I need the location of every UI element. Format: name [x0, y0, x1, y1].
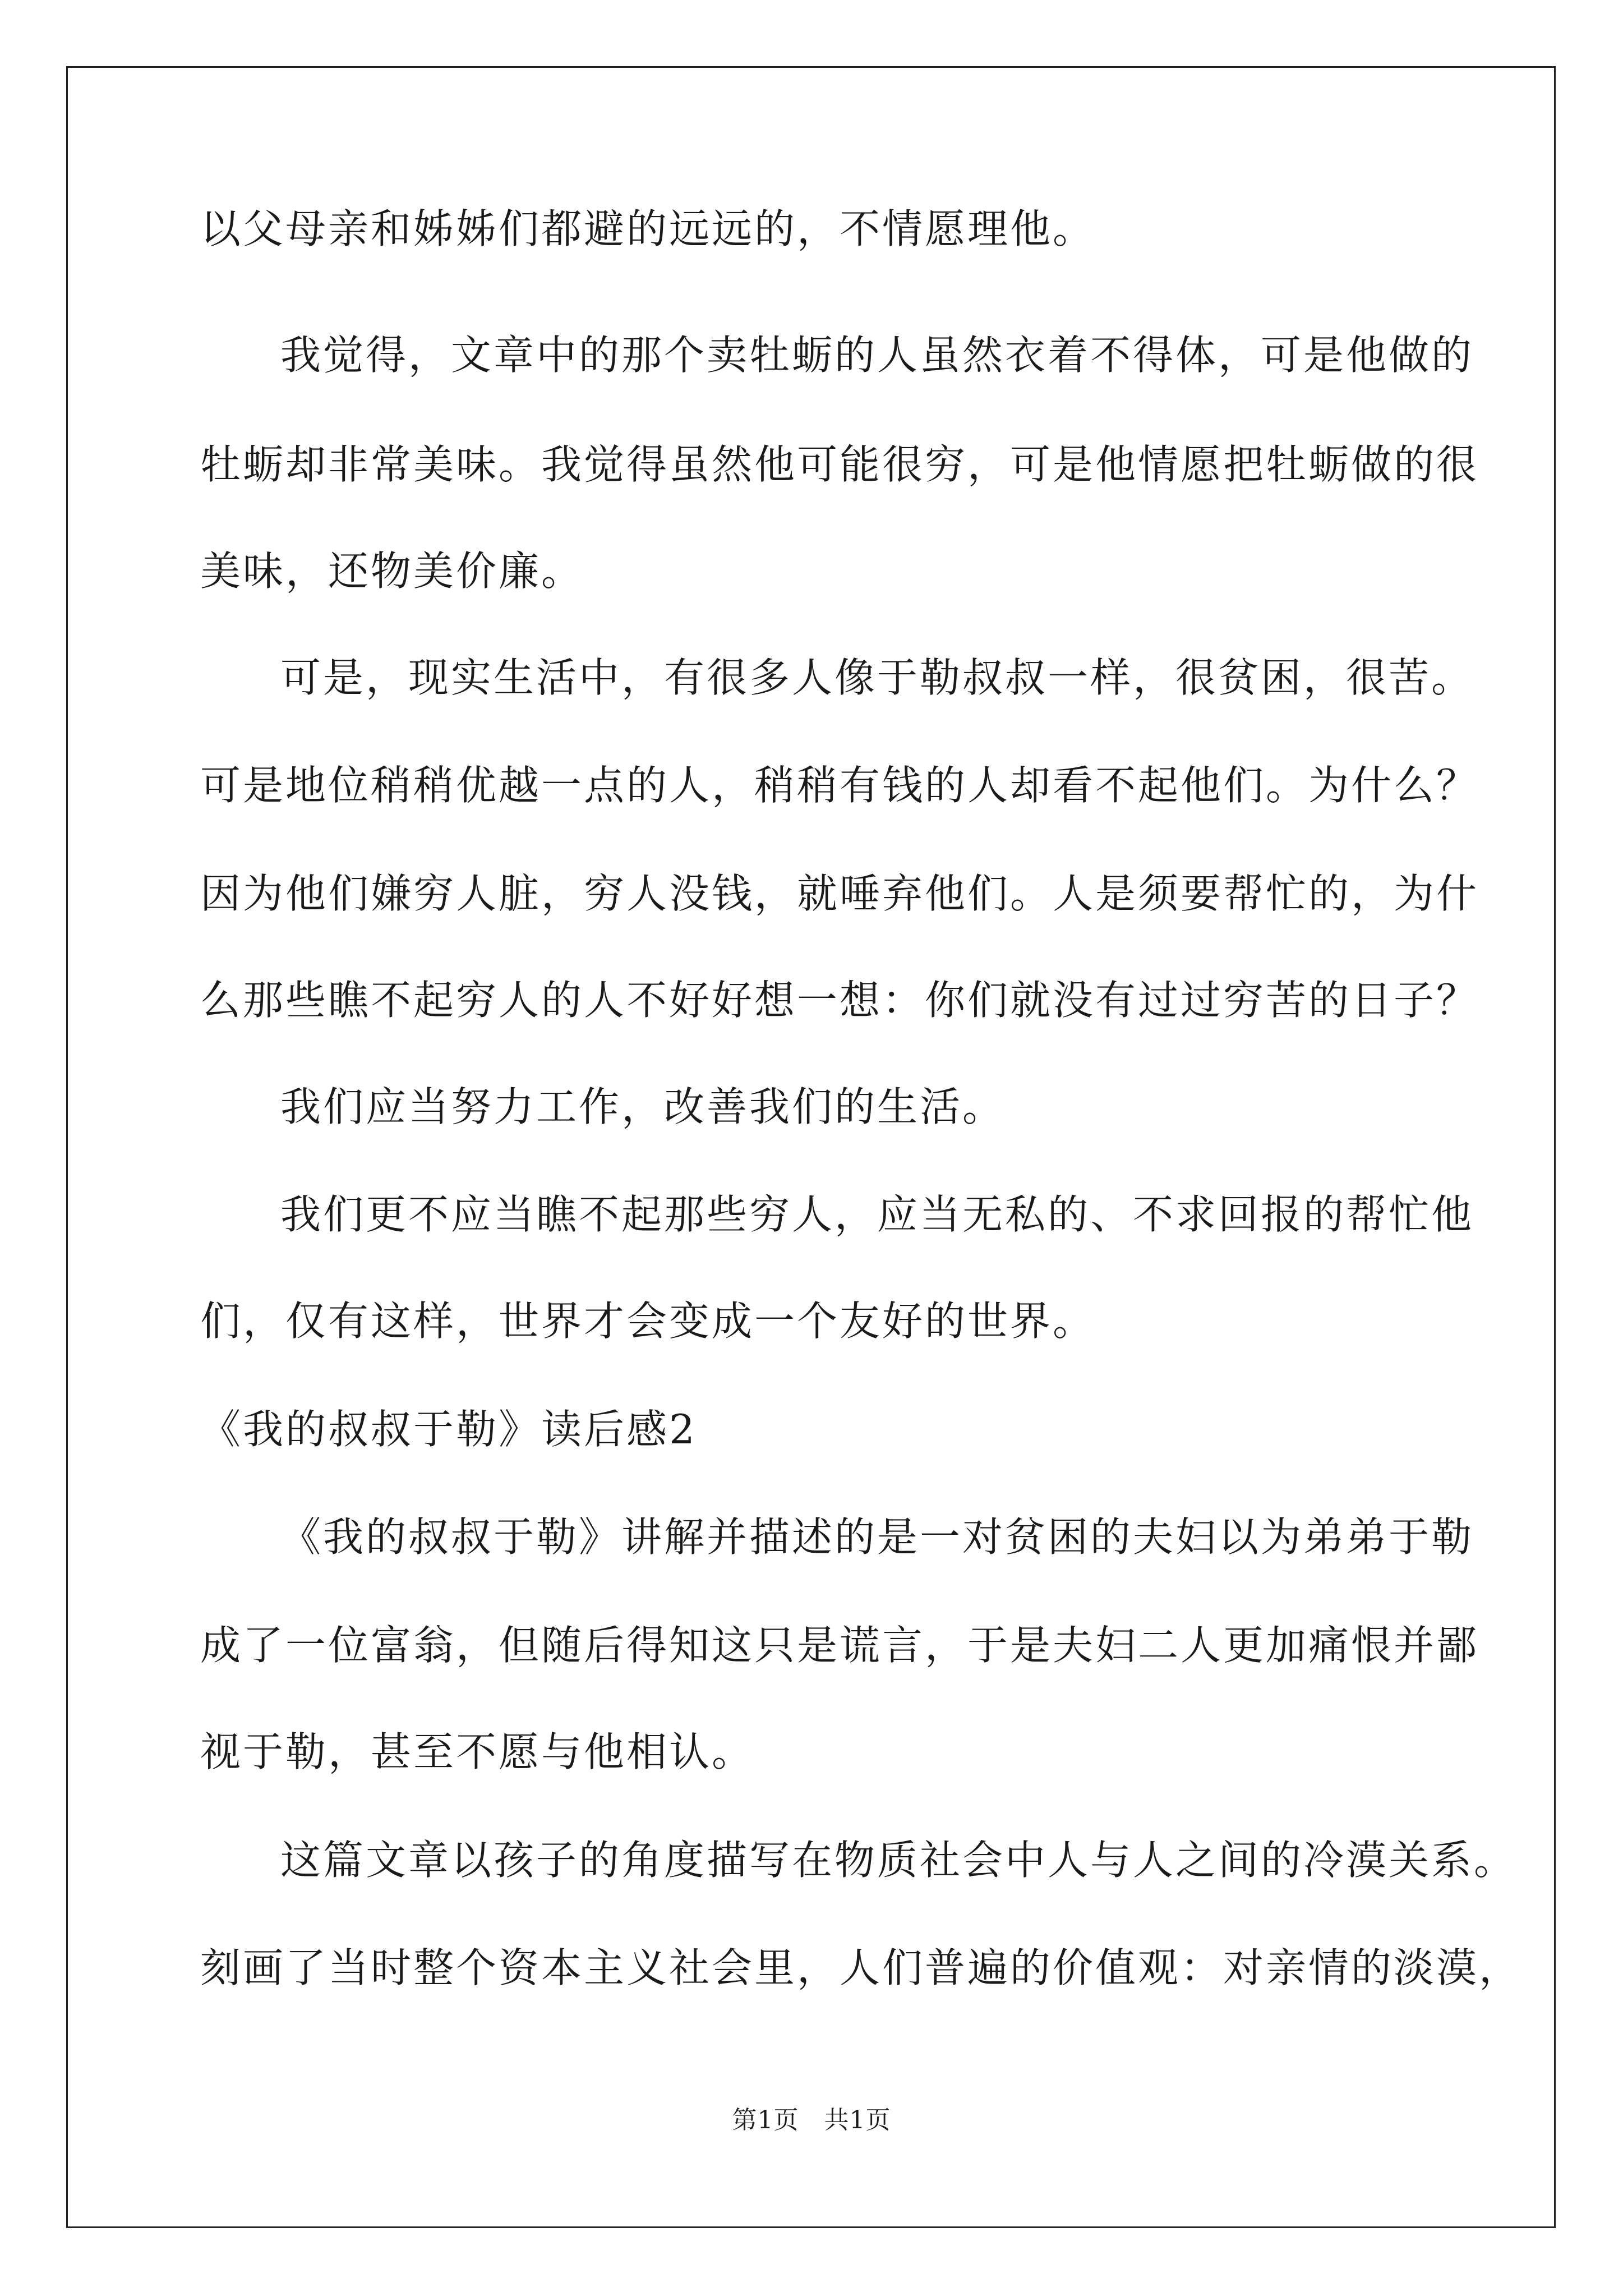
section-heading: 《我的叔叔于勒》读后感2	[200, 1406, 697, 1453]
paragraph-line: 牡蛎却非常美味。我觉得虽然他可能很穷，可是他情愿把牡蛎做的很	[200, 441, 1479, 488]
paragraph-line: 以父母亲和姊姊们都避的远远的，不情愿理他。	[200, 205, 1096, 252]
paragraph-line: 视于勒，甚至不愿与他相认。	[200, 1728, 755, 1775]
paragraph-line: 美味，还物美价廉。	[200, 547, 584, 595]
paragraph-line: 我觉得，文章中的那个卖牡蛎的人虽然衣着不得体，可是他做的	[280, 332, 1474, 379]
paragraph-line: 刻画了当时整个资本主义社会里，人们普遍的价值观：对亲情的淡漠，	[200, 1944, 1522, 1991]
paragraph-line: 们，仅有这样，世界才会变成一个友好的世界。	[200, 1297, 1096, 1345]
paragraph-line: 可是地位稍稍优越一点的人，稍稍有钱的人却看不起他们。为什么？	[200, 762, 1479, 809]
paragraph-line: 因为他们嫌穷人脏，穷人没钱，就唾弃他们。人是须要帮忙的，为什	[200, 870, 1479, 917]
paragraph-line: 可是，现实生活中，有很多人像于勒叔叔一样，很贫困，很苦。	[280, 654, 1474, 701]
paragraph-line: 我们更不应当瞧不起那些穷人，应当无私的、不求回报的帮忙他	[280, 1191, 1474, 1238]
paragraph-line: 《我的叔叔于勒》讲解并描述的是一对贫困的夫妇以为弟弟于勒	[280, 1513, 1474, 1561]
paragraph-line: 么那些瞧不起穷人的人不好好想一想：你们就没有过过穷苦的日子？	[200, 977, 1479, 1024]
paragraph-line: 这篇文章以孩子的角度描写在物质社会中人与人之间的冷漠关系。	[280, 1837, 1517, 1884]
page-border	[66, 66, 1556, 2228]
page-number-footer: 第1页 共1页	[732, 2106, 891, 2134]
paragraph-line: 我们应当努力工作，改善我们的生活。	[280, 1083, 1006, 1130]
paragraph-line: 成了一位富翁，但随后得知这只是谎言，于是夫妇二人更加痛恨并鄙	[200, 1622, 1479, 1669]
